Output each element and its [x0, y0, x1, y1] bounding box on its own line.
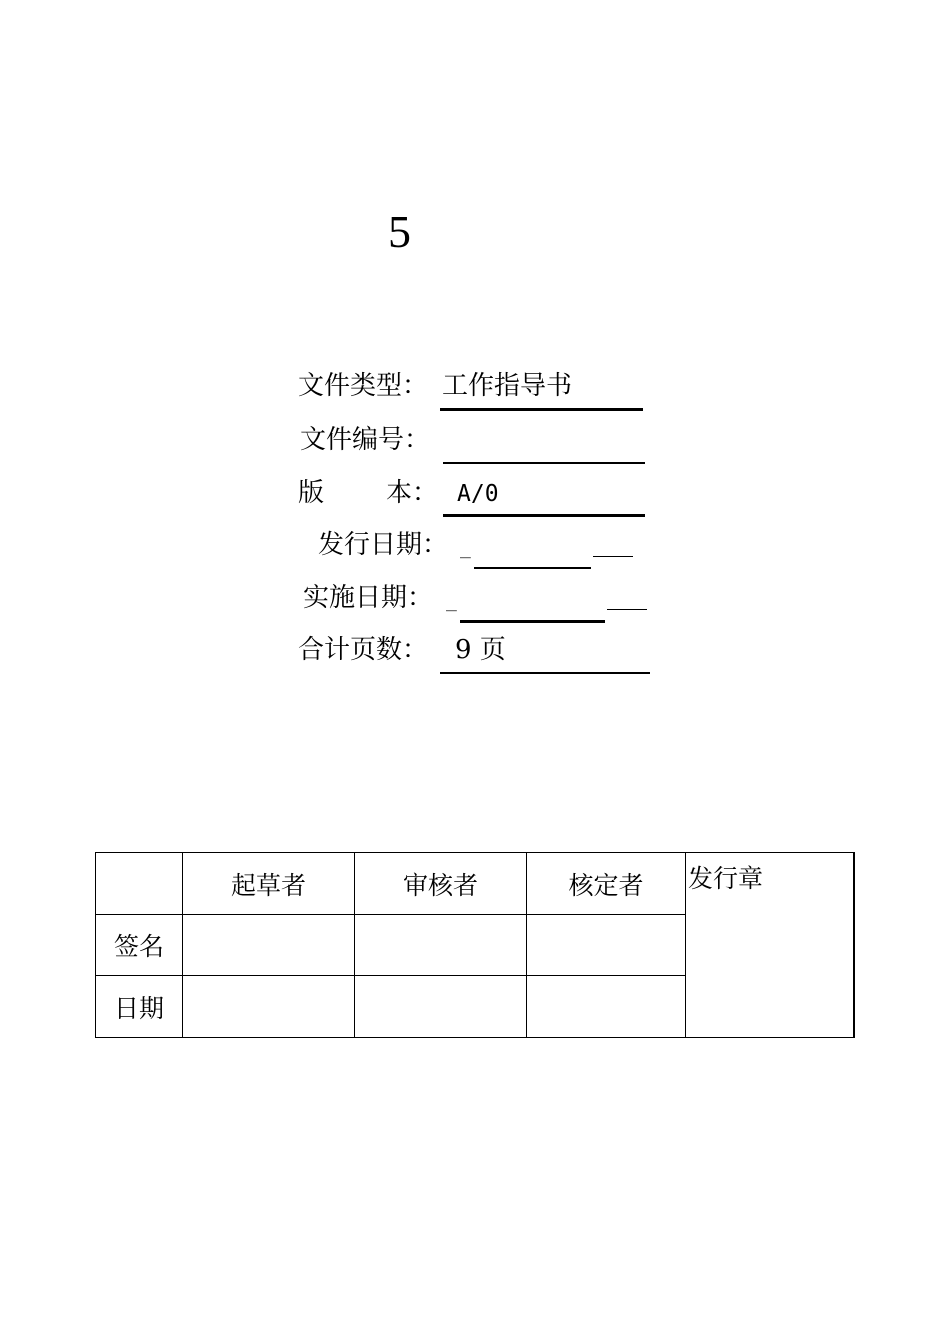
version-label-a: 版 — [298, 478, 325, 508]
effective-date-trailing-dash — [607, 609, 647, 610]
page-number: 5 — [388, 206, 411, 257]
signature-reviewer-cell — [355, 915, 527, 976]
effective-date-underline — [460, 620, 605, 623]
signature-approver-cell — [527, 915, 686, 976]
table-corner-cell — [96, 853, 183, 915]
effective-date-prefix: _ — [446, 591, 457, 612]
issue-date-underline — [474, 567, 591, 569]
column-header-reviewer: 审核者 — [355, 853, 527, 915]
row-label-signature: 签名 — [96, 915, 183, 976]
doc-type-label: 文件类型： — [298, 371, 429, 401]
version-value: A/0 — [457, 481, 499, 507]
version-underline — [443, 514, 645, 517]
effective-date-label: 实施日期： — [303, 583, 434, 613]
total-pages-value: 9 页 — [455, 635, 506, 665]
date-approver-cell — [527, 976, 686, 1038]
issue-seal-label: 发行章 — [688, 864, 764, 893]
signature-drafter-cell — [183, 915, 355, 976]
total-pages-label: 合计页数： — [298, 635, 429, 665]
column-header-drafter: 起草者 — [183, 853, 355, 915]
doc-no-label: 文件编号： — [300, 425, 431, 455]
issue-date-trailing-dash — [593, 556, 633, 557]
date-drafter-cell — [183, 976, 355, 1038]
version-label-b: 本： — [386, 478, 439, 508]
column-header-approver: 核定者 — [527, 853, 686, 915]
issue-date-prefix: _ — [460, 538, 471, 559]
sign-off-table — [95, 852, 855, 1038]
issue-seal-cell — [686, 853, 854, 1038]
doc-type-value: 工作指导书 — [442, 371, 573, 401]
date-reviewer-cell — [355, 976, 527, 1038]
total-pages-underline — [440, 672, 650, 674]
doc-type-underline — [440, 408, 643, 411]
doc-no-underline — [443, 462, 645, 464]
row-label-date: 日期 — [96, 976, 183, 1038]
table-header-row — [96, 853, 854, 915]
issue-date-label: 发行日期： — [318, 530, 449, 560]
